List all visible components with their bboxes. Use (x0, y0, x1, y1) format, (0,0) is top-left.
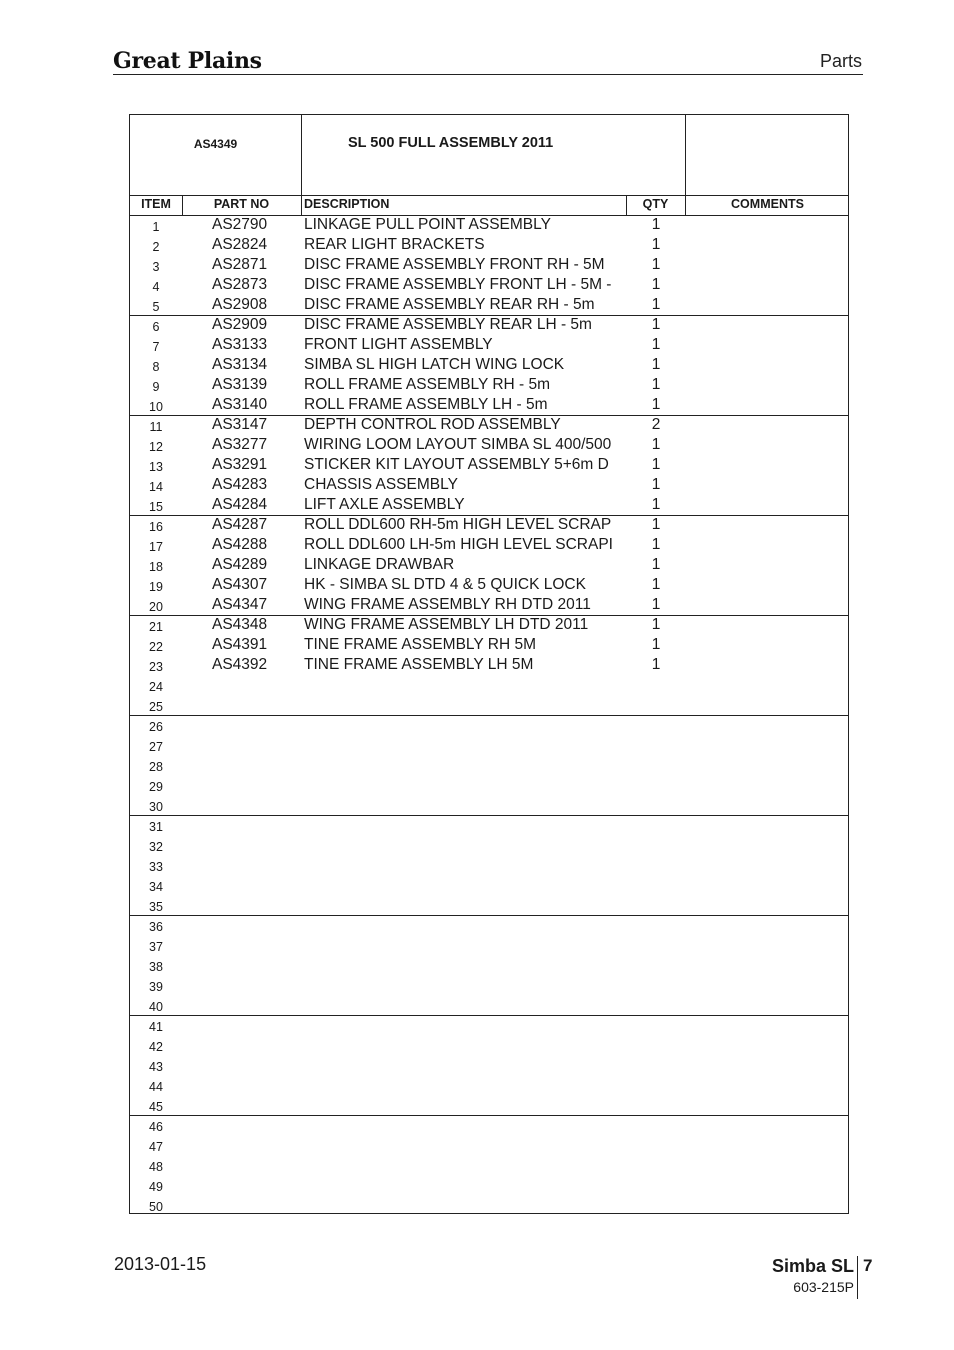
table-row (130, 1095, 848, 1115)
part-description: ROLL FRAME ASSEMBLY RH - 5m (304, 376, 551, 393)
item-number: 22 (149, 640, 163, 654)
part-number: AS4283 (212, 476, 268, 493)
table-row (130, 395, 848, 415)
item-number: 37 (149, 940, 163, 954)
part-description: LIFT AXLE ASSEMBLY (304, 496, 465, 513)
part-number: AS4347 (212, 596, 268, 613)
quantity: 1 (651, 556, 661, 573)
item-number: 40 (149, 1000, 163, 1014)
part-number: AS3147 (212, 416, 268, 433)
table-row (130, 735, 848, 755)
table-row (130, 775, 848, 795)
part-description: WING FRAME ASSEMBLY RH DTD 2011 (304, 596, 591, 613)
part-description: DISC FRAME ASSEMBLY FRONT RH - 5M (304, 256, 605, 273)
table-row (130, 915, 848, 935)
table-row (130, 295, 848, 315)
quantity: 1 (651, 256, 661, 273)
item-number: 17 (149, 540, 163, 554)
quantity: 1 (651, 356, 661, 373)
quantity: 1 (651, 636, 661, 653)
item-number: 18 (149, 560, 163, 574)
table-row (130, 755, 848, 775)
item-number: 36 (149, 920, 163, 934)
table-row (130, 1135, 848, 1155)
part-description: DEPTH CONTROL ROD ASSEMBLY (304, 416, 561, 433)
page-number: 7 (863, 1256, 873, 1275)
item-number: 43 (149, 1060, 163, 1074)
column-header-description: DESCRIPTION (304, 197, 390, 211)
table-row (130, 935, 848, 955)
table-row (130, 415, 848, 435)
item-number: 1 (152, 220, 160, 234)
table-row (130, 815, 848, 835)
table-row (130, 675, 848, 695)
table-row (130, 615, 848, 635)
part-number: AS2908 (212, 296, 268, 313)
table-row (130, 475, 848, 495)
item-number: 25 (149, 700, 163, 714)
part-description: ROLL FRAME ASSEMBLY LH - 5m (304, 396, 548, 413)
item-number: 39 (149, 980, 163, 994)
item-number: 6 (152, 320, 160, 334)
table-row (130, 255, 848, 275)
part-description: TINE FRAME ASSEMBLY LH 5M (304, 656, 534, 673)
item-number: 38 (149, 960, 163, 974)
item-number: 19 (149, 580, 163, 594)
item-number: 27 (149, 740, 163, 754)
header-top-line (130, 195, 848, 196)
column-header-part-no: PART NO (213, 197, 270, 211)
table-row (130, 715, 848, 735)
item-number: 48 (149, 1160, 163, 1174)
part-number: AS3291 (212, 456, 268, 473)
table-row (130, 1115, 848, 1135)
table-row (130, 1015, 848, 1035)
footer-doc-number: 603-215P (793, 1279, 854, 1295)
part-description: DISC FRAME ASSEMBLY REAR LH - 5m (304, 316, 592, 333)
column-header-qty: QTY (642, 197, 669, 211)
quantity: 2 (651, 416, 661, 433)
part-number: AS2873 (212, 276, 268, 293)
item-number: 34 (149, 880, 163, 894)
table-row (130, 215, 848, 235)
table-row (130, 1175, 848, 1195)
part-description: TINE FRAME ASSEMBLY RH 5M (304, 636, 536, 653)
item-number: 44 (149, 1080, 163, 1094)
footer-divider (857, 1256, 858, 1299)
quantity: 1 (651, 496, 661, 513)
part-description: CHASSIS ASSEMBLY (304, 476, 458, 493)
part-number: AS4288 (212, 536, 268, 553)
table-row (130, 855, 848, 875)
item-number: 23 (149, 660, 163, 674)
item-number: 10 (149, 400, 163, 414)
footer-date: 2013-01-15 (114, 1254, 207, 1274)
item-number: 46 (149, 1120, 163, 1134)
quantity: 1 (651, 476, 661, 493)
item-number: 11 (149, 420, 163, 434)
table-row (130, 355, 848, 375)
quantity: 1 (651, 296, 661, 313)
table-row (130, 1075, 848, 1095)
table-row (130, 275, 848, 295)
item-number: 15 (149, 500, 163, 514)
part-number: AS4348 (212, 616, 268, 633)
table-row (130, 1155, 848, 1175)
item-number: 9 (152, 380, 160, 394)
footer-model: Simba SL (771, 1256, 854, 1276)
table-row (130, 435, 848, 455)
item-number: 45 (149, 1100, 163, 1114)
table-row (130, 555, 848, 575)
table-row (130, 375, 848, 395)
part-description: REAR LIGHT BRACKETS (304, 236, 485, 253)
item-number: 42 (149, 1040, 163, 1054)
part-number: AS2790 (212, 216, 268, 233)
table-row (130, 1055, 848, 1075)
item-number: 32 (149, 840, 163, 854)
quantity: 1 (651, 456, 661, 473)
item-number: 26 (149, 720, 163, 734)
quantity: 1 (651, 616, 661, 633)
part-number: AS4287 (212, 516, 268, 533)
quantity: 1 (651, 536, 661, 553)
table-row (130, 875, 848, 895)
item-number: 47 (149, 1140, 163, 1154)
part-description: FRONT LIGHT ASSEMBLY (304, 336, 493, 353)
part-description: DISC FRAME ASSEMBLY FRONT LH - 5M - (304, 276, 612, 293)
quantity: 1 (651, 516, 661, 533)
item-number: 4 (152, 280, 160, 294)
table-row (130, 695, 848, 715)
table-row (130, 315, 848, 335)
table-row (130, 795, 848, 815)
quantity: 1 (651, 336, 661, 353)
table-row (130, 895, 848, 915)
brand-logo: Great Plains (113, 48, 262, 74)
part-number: AS3139 (212, 376, 268, 393)
part-description: WIRING LOOM LAYOUT SIMBA SL 400/500 (304, 436, 612, 453)
item-number: 20 (149, 600, 163, 614)
part-description: HK - SIMBA SL DTD 4 & 5 QUICK LOCK (304, 576, 586, 593)
item-number: 31 (149, 820, 163, 834)
item-number: 13 (149, 460, 163, 474)
table-row (130, 595, 848, 615)
header-divider (113, 74, 863, 75)
item-number: 16 (149, 520, 163, 534)
part-description: ROLL DDL600 RH-5m HIGH LEVEL SCRAP (304, 516, 612, 533)
item-number: 7 (152, 340, 160, 354)
quantity: 1 (651, 276, 661, 293)
part-description: ROLL DDL600 LH-5m HIGH LEVEL SCRAPI (304, 536, 613, 553)
quantity: 1 (651, 576, 661, 593)
part-number: AS4289 (212, 556, 268, 573)
table-row (130, 1195, 848, 1215)
part-number: AS2824 (212, 236, 268, 253)
item-number: 29 (149, 780, 163, 794)
table-row (130, 835, 848, 855)
quantity: 1 (651, 376, 661, 393)
item-number: 49 (149, 1180, 163, 1194)
part-number: AS4284 (212, 496, 268, 513)
table-row (130, 515, 848, 535)
item-number: 35 (149, 900, 163, 914)
table-row (130, 495, 848, 515)
item-number: 41 (149, 1020, 163, 1034)
part-number: AS4392 (212, 656, 268, 673)
part-description: SIMBA SL HIGH LATCH WING LOCK (304, 356, 565, 373)
column-header-item: ITEM (141, 197, 171, 211)
quantity: 1 (651, 236, 661, 253)
part-description: LINKAGE DRAWBAR (304, 556, 455, 573)
column-header-comments: COMMENTS (731, 197, 804, 211)
section-title: Parts (819, 51, 862, 71)
item-number: 3 (152, 260, 160, 274)
table-row (130, 335, 848, 355)
item-number: 12 (149, 440, 163, 454)
divider-title-left (301, 115, 302, 215)
table-row (130, 235, 848, 255)
quantity: 1 (651, 596, 661, 613)
table-row (130, 455, 848, 475)
item-number: 5 (152, 300, 160, 314)
part-description: STICKER KIT LAYOUT ASSEMBLY 5+6m D (304, 456, 609, 473)
part-number: AS2871 (212, 256, 268, 273)
part-number: AS3277 (212, 436, 268, 453)
assembly-title: SL 500 FULL ASSEMBLY 2011 (348, 135, 554, 151)
part-number: AS3134 (212, 356, 268, 373)
item-number: 2 (152, 240, 160, 254)
item-number: 24 (149, 680, 163, 694)
part-description: LINKAGE PULL POINT ASSEMBLY (304, 216, 551, 233)
table-row (130, 535, 848, 555)
table-row (130, 655, 848, 675)
part-description: DISC FRAME ASSEMBLY REAR RH - 5m (304, 296, 595, 313)
item-number: 50 (149, 1200, 163, 1214)
quantity: 1 (651, 216, 661, 233)
part-number: AS4307 (212, 576, 268, 593)
item-number: 33 (149, 860, 163, 874)
part-number: AS3140 (212, 396, 268, 413)
table-row (130, 995, 848, 1015)
quantity: 1 (651, 396, 661, 413)
table-row (130, 1035, 848, 1055)
assembly-number: AS4349 (193, 137, 238, 151)
part-number: AS3133 (212, 336, 268, 353)
item-number: 8 (152, 360, 160, 374)
item-number: 30 (149, 800, 163, 814)
item-number: 21 (149, 620, 163, 634)
table-row (130, 635, 848, 655)
part-number: AS2909 (212, 316, 268, 333)
table-row (130, 955, 848, 975)
part-description: WING FRAME ASSEMBLY LH DTD 2011 (304, 616, 589, 633)
part-number: AS4391 (212, 636, 268, 653)
item-number: 14 (149, 480, 163, 494)
parts-table (129, 114, 849, 1214)
table-row (130, 575, 848, 595)
quantity: 1 (651, 316, 661, 333)
quantity: 1 (651, 656, 661, 673)
quantity: 1 (651, 436, 661, 453)
item-number: 28 (149, 760, 163, 774)
table-row (130, 975, 848, 995)
